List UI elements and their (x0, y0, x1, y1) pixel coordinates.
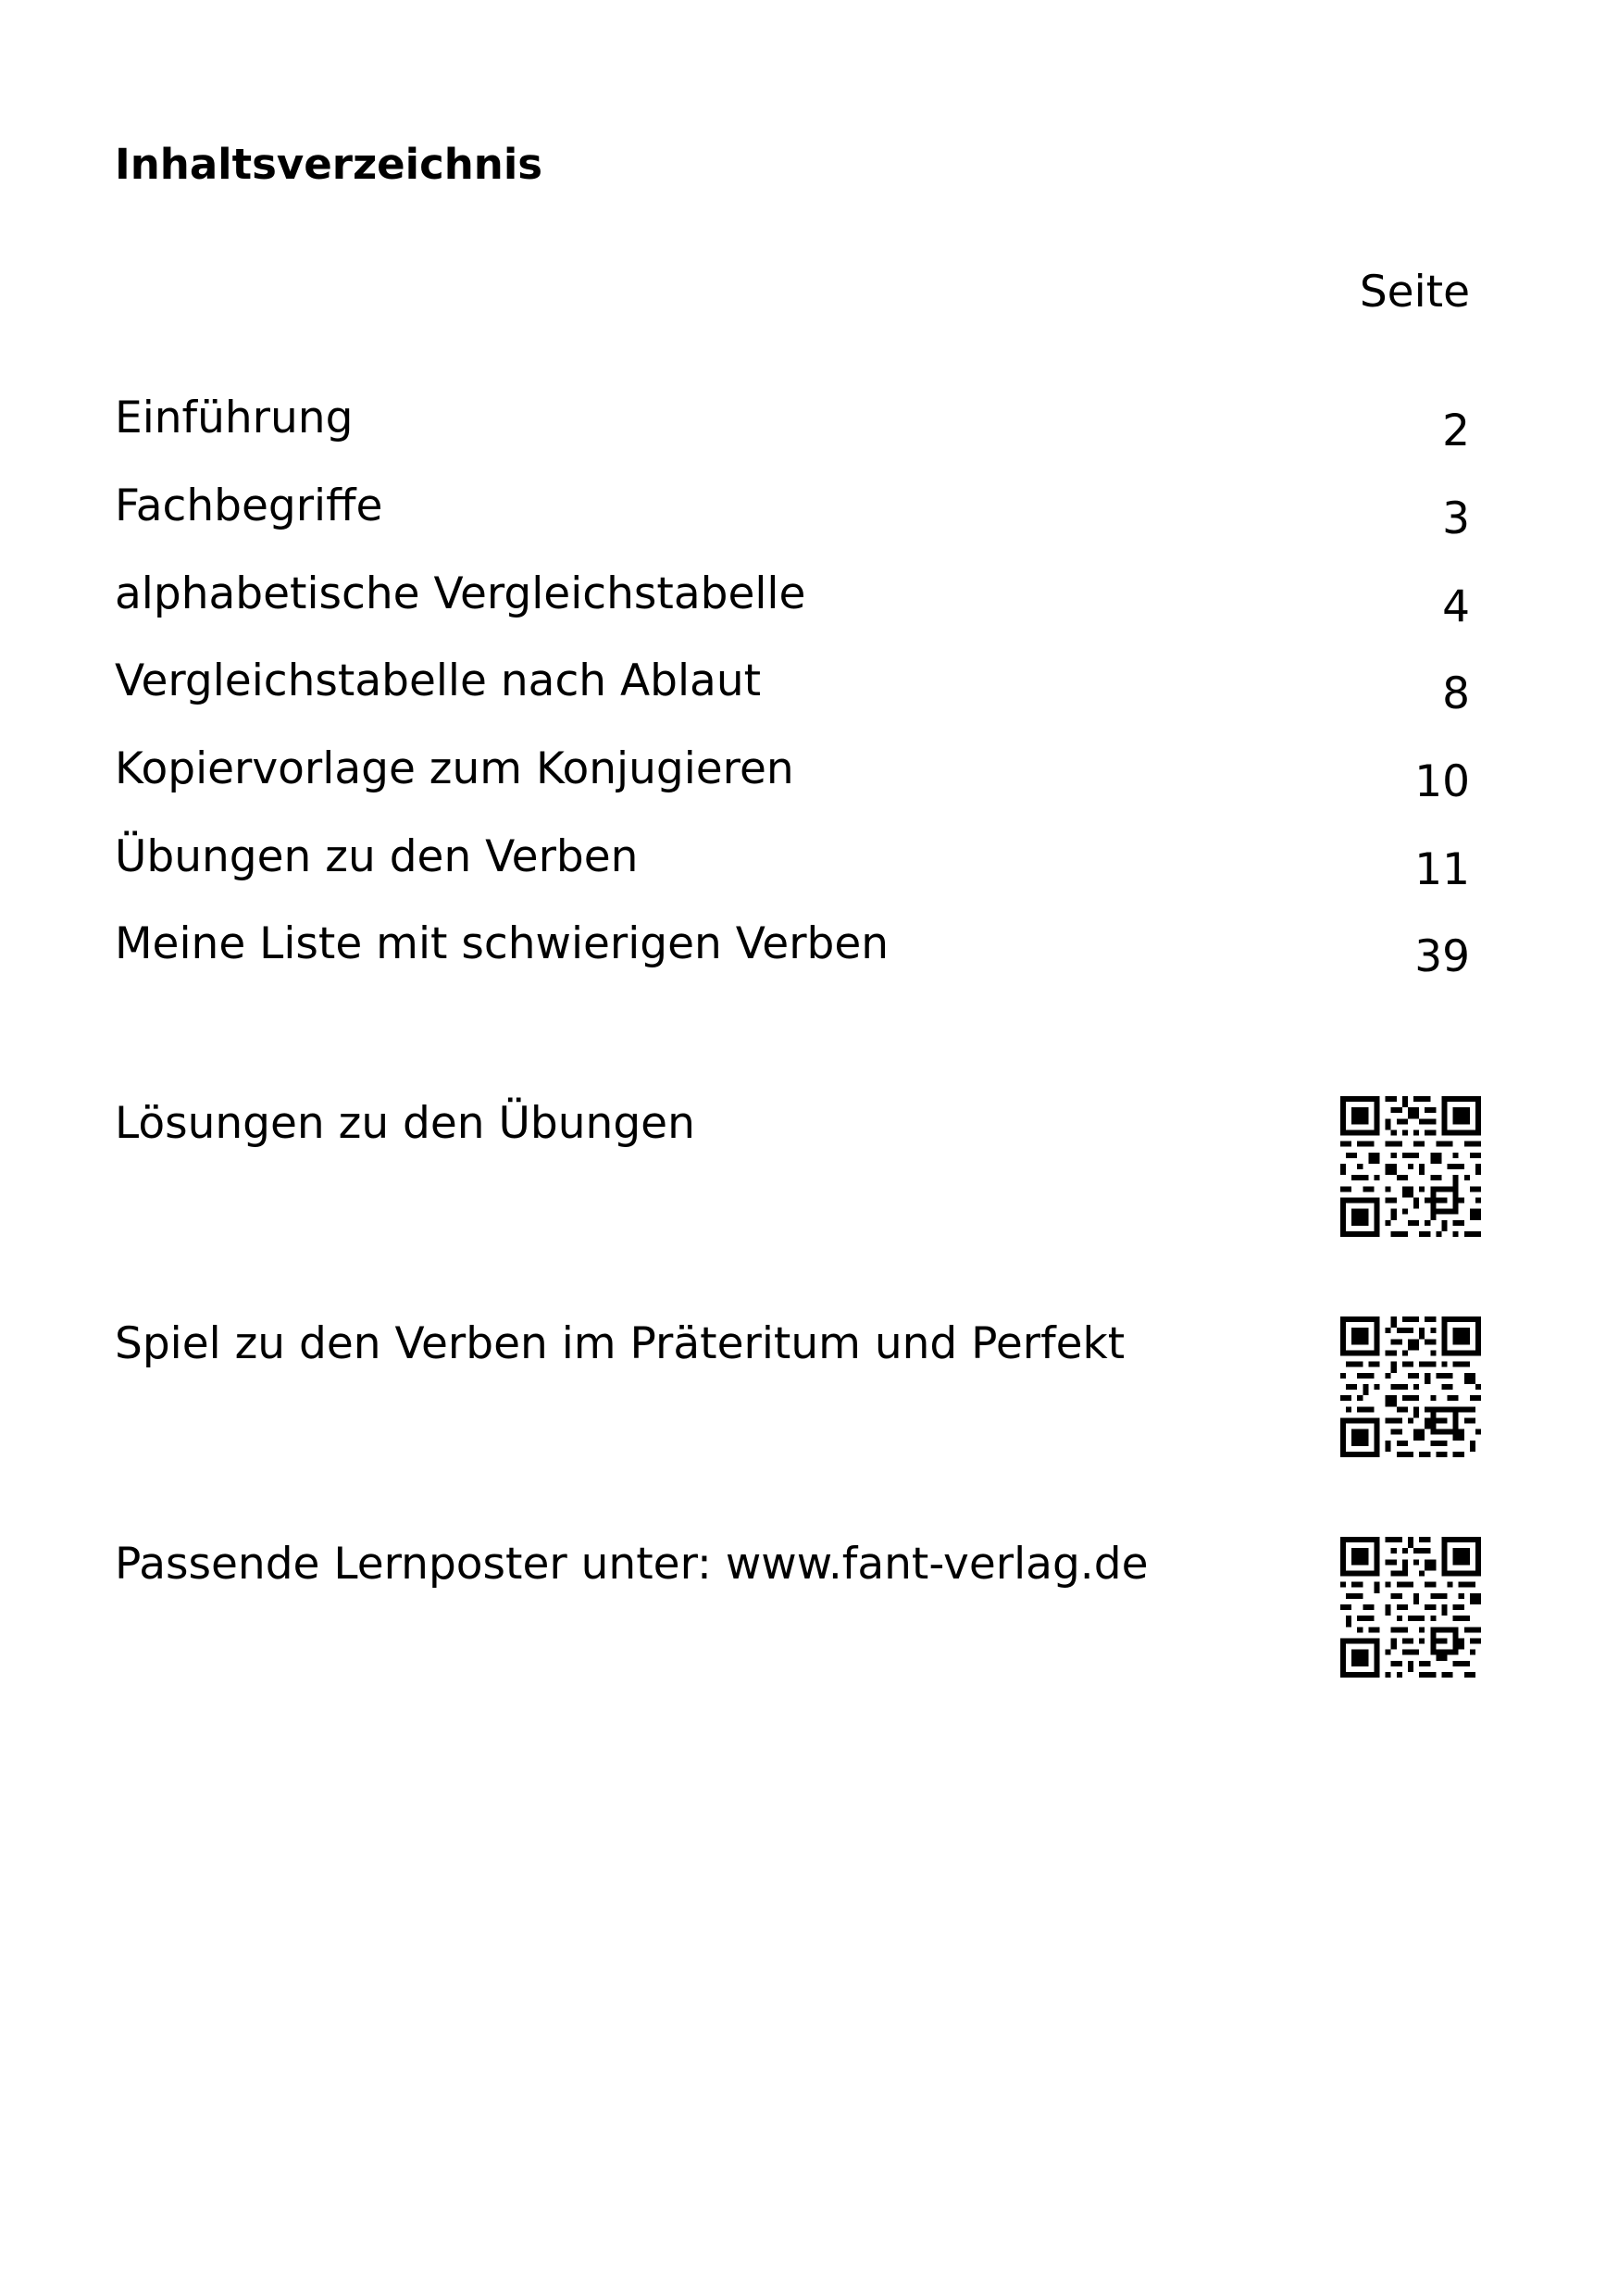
qr-code-icon[interactable] (1340, 1316, 1481, 1457)
qr-item (115, 1316, 1481, 1461)
page-title: Inhaltsverzeichnis (115, 140, 543, 189)
qr-code-svg (1340, 1537, 1481, 1678)
qr-item (115, 1537, 1481, 1681)
qr-item-label: Passende Lernposter unter: www.fant-verlag.de (115, 1539, 1149, 1590)
qr-code-svg (1340, 1316, 1481, 1457)
toc-entry-label: Fachbegriffe (115, 480, 383, 531)
toc-entry-label: Meine Liste mit schwierigen Verben (115, 918, 890, 969)
toc-entry (115, 917, 1470, 981)
toc-entry-label: Vergleichstabelle nach Ablaut (115, 655, 762, 706)
toc-entry (115, 830, 1470, 894)
qr-item-label: Spiel zu den Verben im Präteritum und Perfekt (115, 1318, 1126, 1369)
qr-item-label: Lösungen zu den Übungen (115, 1098, 695, 1149)
toc-entry-page: 3 (1442, 493, 1470, 544)
toc-entry-page: 8 (1442, 668, 1470, 719)
toc-entry (115, 654, 1470, 718)
toc-entry-page: 4 (1442, 581, 1470, 632)
qr-code-svg (1340, 1096, 1481, 1237)
toc-entry (115, 742, 1470, 806)
toc-entry (115, 567, 1470, 631)
toc-entry-label: Übungen zu den Verben (115, 831, 639, 882)
toc-entry-label: alphabetische Vergleichstabelle (115, 568, 806, 619)
qr-code-icon[interactable] (1340, 1537, 1481, 1678)
toc-entry-page: 10 (1414, 756, 1470, 807)
qr-item (115, 1096, 1481, 1241)
toc-entry-label: Kopiervorlage zum Konjugieren (115, 743, 794, 794)
toc-entry (115, 479, 1470, 543)
toc-entry-page: 2 (1442, 406, 1470, 456)
toc-entry-page: 39 (1414, 931, 1470, 982)
page-column-header: Seite (1359, 267, 1470, 318)
toc-entry-page: 11 (1414, 844, 1470, 895)
qr-code-icon[interactable] (1340, 1096, 1481, 1237)
toc-entry (115, 391, 1470, 455)
toc-entry-label: Einführung (115, 393, 354, 443)
